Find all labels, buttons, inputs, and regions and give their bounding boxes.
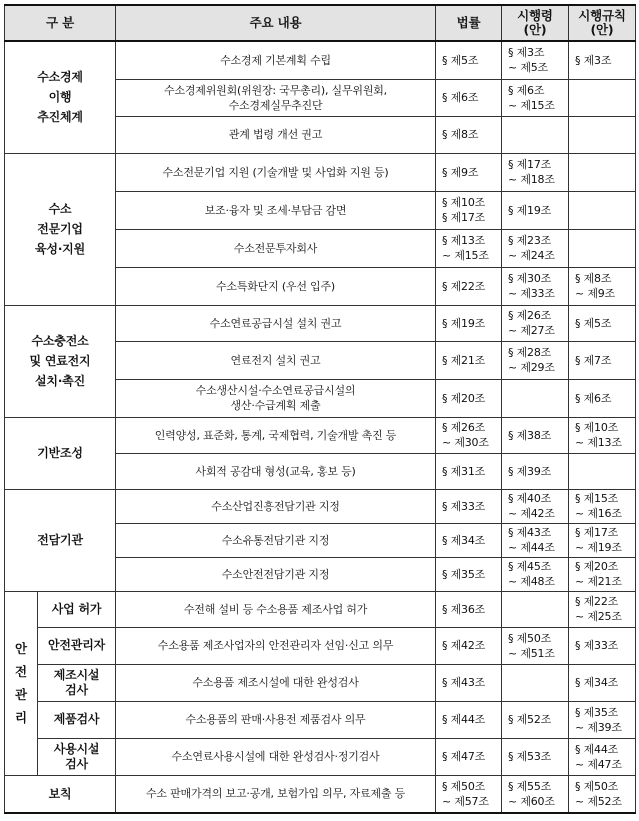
rules-cell: § 제8조 ~ 제9조: [569, 267, 636, 305]
rules-cell: § 제35조 ~ 제39조: [569, 701, 636, 738]
decree-cell: [502, 664, 569, 701]
content-cell: 수소용품 제조사업자의 안전관리자 선임·신고 의무: [116, 627, 436, 664]
decree-cell: § 제40조 ~ 제42조: [502, 489, 569, 523]
content-cell: 사회적 공감대 형성(교육, 홍보 등): [116, 453, 436, 489]
content-cell: 인력양성, 표준화, 통계, 국제협력, 기술개발 촉진 등: [116, 417, 436, 453]
decree-cell: § 제26조 ~ 제27조: [502, 305, 569, 341]
law-cell: § 제13조 ~ 제15조: [436, 229, 502, 267]
law-cell: § 제26조 ~ 제30조: [436, 417, 502, 453]
header-law: 법률: [436, 5, 502, 41]
rules-cell: § 제3조: [569, 41, 636, 79]
law-cell: § 제34조: [436, 523, 502, 557]
content-cell: 수소경제위원회(위원장: 국무총리), 실무위원회, 수소경제실무추진단: [116, 79, 436, 116]
content-cell: 수소연료공급시설 설치 권고: [116, 305, 436, 341]
law-cell: § 제19조: [436, 305, 502, 341]
decree-cell: § 제55조 ~ 제60조: [502, 775, 569, 813]
decree-cell: [502, 591, 569, 627]
rules-cell: [569, 191, 636, 229]
law-cell: § 제47조: [436, 738, 502, 775]
content-cell: 수소연료사용시설에 대한 완성검사·정기검사: [116, 738, 436, 775]
subcategory-safety-manager: 안전관리자: [38, 627, 116, 664]
rules-cell: § 제10조 ~ 제13조: [569, 417, 636, 453]
subcategory-usage-inspection: 사용시설 검사: [38, 738, 116, 775]
table-row: [5, 417, 636, 453]
law-cell: § 제42조: [436, 627, 502, 664]
content-cell: 수전해 설비 등 수소용품 제조사업 허가: [116, 591, 436, 627]
rules-cell: § 제5조: [569, 305, 636, 341]
decree-cell: § 제23조 ~ 제24조: [502, 229, 569, 267]
table-row: [5, 591, 636, 627]
content-cell: 수소전문기업 지원 (기술개발 및 사업화 지원 등): [116, 153, 436, 191]
law-cell: § 제21조: [436, 341, 502, 379]
rules-cell: § 제22조 ~ 제25조: [569, 591, 636, 627]
law-cell: § 제9조: [436, 153, 502, 191]
decree-cell: § 제38조: [502, 417, 569, 453]
rules-cell: [569, 453, 636, 489]
rules-cell: § 제17조 ~ 제19조: [569, 523, 636, 557]
decree-cell: § 제45조 ~ 제48조: [502, 557, 569, 591]
table-row: [5, 305, 636, 341]
content-cell: 수소용품의 판매·사용전 제품검사 의무: [116, 701, 436, 738]
decree-cell: § 제19조: [502, 191, 569, 229]
law-cell: § 제44조: [436, 701, 502, 738]
decree-cell: [502, 379, 569, 417]
decree-cell: § 제30조 ~ 제33조: [502, 267, 569, 305]
rules-cell: [569, 116, 636, 153]
law-cell: § 제35조: [436, 557, 502, 591]
rules-cell: [569, 229, 636, 267]
decree-cell: § 제52조: [502, 701, 569, 738]
decree-cell: § 제28조 ~ 제29조: [502, 341, 569, 379]
rules-cell: [569, 79, 636, 116]
table-row: [5, 41, 636, 79]
law-cell: § 제31조: [436, 453, 502, 489]
law-cell: § 제5조: [436, 41, 502, 79]
law-cell: § 제36조: [436, 591, 502, 627]
content-cell: 수소생산시설·수소연료공급시설의 생산·수급계획 제출: [116, 379, 436, 417]
subcategory-business-permit: 사업 허가: [38, 591, 116, 627]
law-cell: § 제50조 ~ 제57조: [436, 775, 502, 813]
category-station-fuelcell: 수소충전소 및 연료전지 설치·촉진: [5, 305, 116, 417]
decree-cell: § 제43조 ~ 제44조: [502, 523, 569, 557]
content-cell: 수소용품 제조시설에 대한 완성검사: [116, 664, 436, 701]
category-foundation: 기반조성: [5, 417, 116, 489]
rules-cell: § 제34조: [569, 664, 636, 701]
header-decree: 시행령 (안): [502, 5, 569, 41]
content-cell: 수소산업진흥전담기관 지정: [116, 489, 436, 523]
table-row: [5, 664, 636, 701]
rules-cell: § 제7조: [569, 341, 636, 379]
law-cell: § 제20조: [436, 379, 502, 417]
category-safety-management: 안 전 관 리: [5, 591, 38, 775]
content-cell: 수소특화단지 (우선 입주): [116, 267, 436, 305]
law-cell: § 제8조: [436, 116, 502, 153]
table-row: [5, 701, 636, 738]
header-row: [5, 5, 636, 41]
content-cell: 연료전지 설치 권고: [116, 341, 436, 379]
content-cell: 수소경제 기본계획 수립: [116, 41, 436, 79]
content-cell: 수소 판매가격의 보고·공개, 보험가입 의무, 자료제출 등: [116, 775, 436, 813]
header-content: 주요 내용: [116, 5, 436, 41]
rules-cell: [569, 153, 636, 191]
table-row: [5, 153, 636, 191]
law-cell: § 제10조 § 제17조: [436, 191, 502, 229]
header-rules: 시행규칙 (안): [569, 5, 636, 41]
law-cell: § 제22조: [436, 267, 502, 305]
decree-cell: [502, 116, 569, 153]
category-company-support: 수소 전문기업 육성·지원: [5, 153, 116, 305]
category-implementation-system: 수소경제 이행 추진체계: [5, 41, 116, 153]
rules-cell: § 제44조 ~ 제47조: [569, 738, 636, 775]
table-row: [5, 775, 636, 813]
law-cell: § 제43조: [436, 664, 502, 701]
law-cell: § 제6조: [436, 79, 502, 116]
rules-cell: § 제6조: [569, 379, 636, 417]
table-row: [5, 489, 636, 523]
decree-cell: § 제53조: [502, 738, 569, 775]
category-dedicated-agency: 전담기관: [5, 489, 116, 591]
category-supplementary: 보칙: [5, 775, 116, 813]
decree-cell: § 제17조 ~ 제18조: [502, 153, 569, 191]
decree-cell: § 제3조 ~ 제5조: [502, 41, 569, 79]
content-cell: 수소전문투자회사: [116, 229, 436, 267]
content-cell: 수소안전전담기관 지정: [116, 557, 436, 591]
content-cell: 관계 법령 개선 권고: [116, 116, 436, 153]
rules-cell: § 제15조 ~ 제16조: [569, 489, 636, 523]
decree-cell: § 제39조: [502, 453, 569, 489]
table-row: [5, 738, 636, 775]
header-category: 구 분: [5, 5, 116, 41]
law-summary-table: [4, 4, 636, 814]
subcategory-product-inspection: 제품검사: [38, 701, 116, 738]
rules-cell: § 제50조 ~ 제52조: [569, 775, 636, 813]
decree-cell: § 제6조 ~ 제15조: [502, 79, 569, 116]
decree-cell: § 제50조 ~ 제51조: [502, 627, 569, 664]
law-cell: § 제33조: [436, 489, 502, 523]
content-cell: 수소유통전담기관 지정: [116, 523, 436, 557]
rules-cell: § 제20조 ~ 제21조: [569, 557, 636, 591]
table-row: [5, 627, 636, 664]
subcategory-facility-inspection: 제조시설 검사: [38, 664, 116, 701]
rules-cell: § 제33조: [569, 627, 636, 664]
content-cell: 보조·융자 및 조세·부담금 감면: [116, 191, 436, 229]
